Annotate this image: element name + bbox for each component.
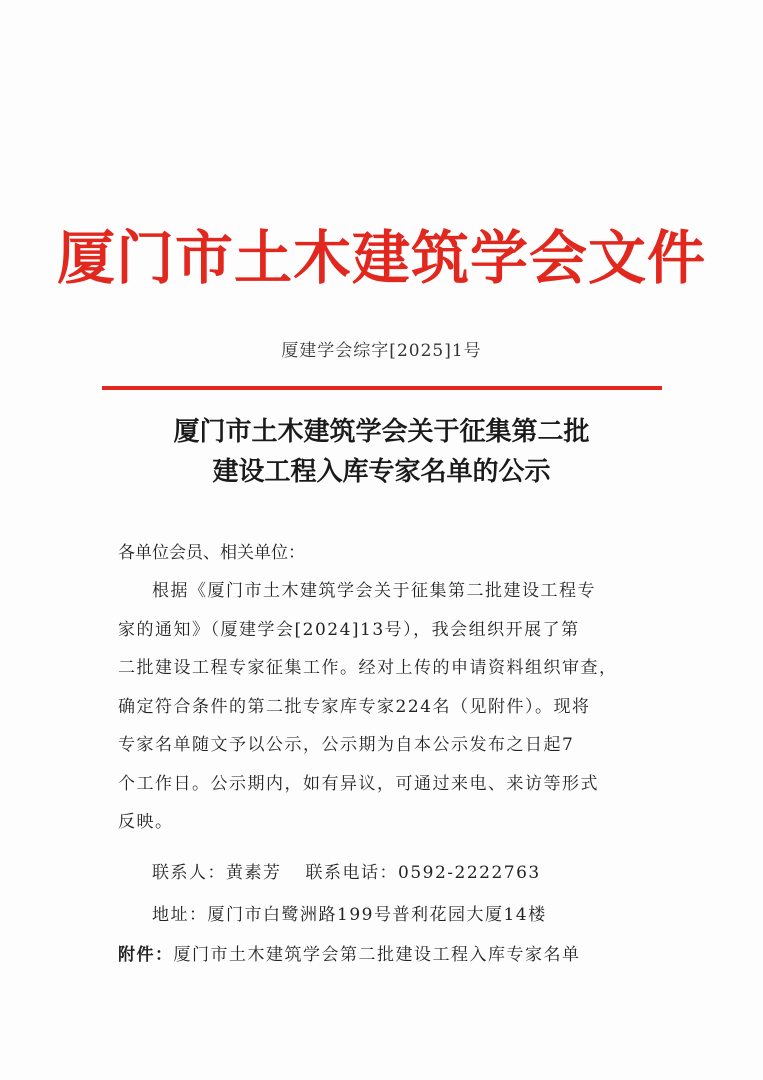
document-number: 厦建学会综字[2025]1号 — [281, 341, 482, 361]
attachment-text: 厦门市土木建筑学会第二批建设工程入库专家名单 — [173, 945, 581, 965]
document-title-line-2: 建设工程入库专家名单的公示 — [212, 457, 551, 487]
body-line: 二批建设工程专家征集工作。经对上传的申请资料组织审查， — [118, 658, 618, 678]
contact-address: 地址：厦门市白鹭洲路199号普利花园大厦14楼 — [152, 905, 547, 925]
body-line: 专家名单随文予以公示，公示期为自本公示发布之日起7 — [118, 735, 575, 755]
attachment-label: 附件： — [118, 945, 174, 965]
contact-phone: 联系电话：0592-2222763 — [305, 863, 541, 883]
body-line: 根据《厦门市土木建筑学会关于征集第二批建设工程专 — [152, 581, 596, 601]
red-divider-line — [102, 386, 662, 390]
org-header-title: 厦门市土木建筑学会文件 — [56, 224, 706, 292]
contact-person: 联系人：黄素芳 — [152, 863, 282, 883]
body-line: 家的通知》（厦建学会[2024]13号），我会组织开展了第 — [118, 619, 580, 640]
attachment-line — [118, 940, 581, 965]
contact-info — [152, 858, 541, 883]
body-line: 个工作日。公示期内，如有异议，可通过来电、来访等形式 — [118, 773, 599, 794]
salutation: 各单位会员、相关单位： — [118, 543, 305, 563]
body-line: 反映。 — [118, 812, 174, 832]
body-paragraph — [118, 572, 648, 842]
document-title — [0, 412, 763, 492]
document-title-line-1: 厦门市土木建筑学会关于征集第二批 — [173, 417, 590, 447]
body-line: 确定符合条件的第二批专家库专家224名（见附件）。现将 — [118, 696, 591, 717]
